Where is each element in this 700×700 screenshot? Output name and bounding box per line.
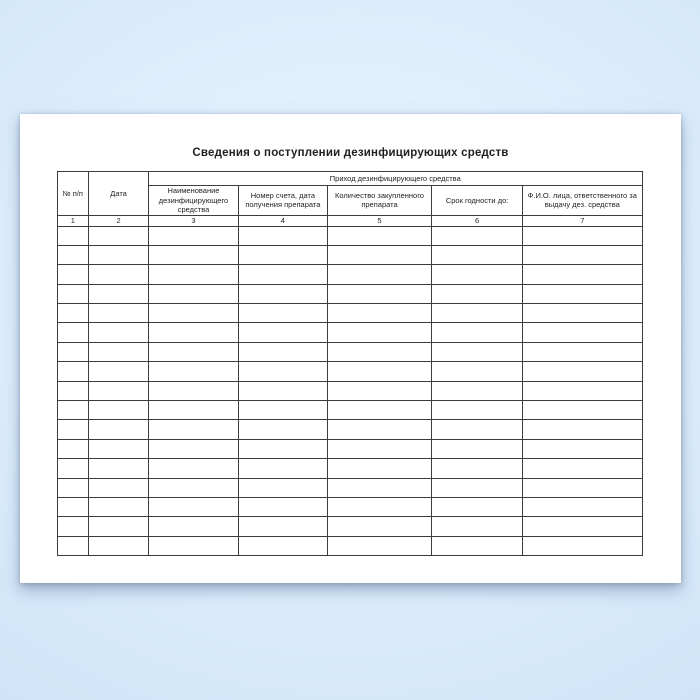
table-cell-empty <box>327 459 431 478</box>
table-row <box>57 536 642 555</box>
table-cell-empty <box>432 245 523 264</box>
table-cell-empty <box>149 401 239 420</box>
table-row <box>57 439 642 458</box>
table-cell-empty <box>149 497 239 516</box>
table-cell-empty <box>327 284 431 303</box>
column-number: 1 <box>57 215 89 226</box>
table-row <box>57 342 642 361</box>
table-cell-empty <box>57 536 89 555</box>
table-cell-empty <box>238 304 327 323</box>
table-cell-empty <box>89 323 149 342</box>
table-cell-empty <box>327 497 431 516</box>
table-cell-empty <box>327 304 431 323</box>
column-header-expiry: Срок годности до: <box>432 186 523 216</box>
table-cell-empty <box>523 401 642 420</box>
table-cell-empty <box>327 342 431 361</box>
column-number: 5 <box>327 215 431 226</box>
column-header-name: Наименование дезинфицирующего средства <box>149 186 239 216</box>
table-cell-empty <box>57 304 89 323</box>
table-cell-empty <box>89 265 149 284</box>
column-group-header: Приход дезинфицирующего средства <box>149 172 642 186</box>
table-cell-empty <box>89 304 149 323</box>
page-title: Сведения о поступлении дезинфицирующих средств <box>192 147 509 159</box>
table-cell-empty <box>89 284 149 303</box>
table-row <box>57 323 642 342</box>
table-cell-empty <box>238 342 327 361</box>
table-cell-empty <box>89 342 149 361</box>
table-cell-empty <box>238 517 327 536</box>
table-row <box>57 517 642 536</box>
table-cell-empty <box>89 401 149 420</box>
table-cell-empty <box>432 226 523 245</box>
table-cell-empty <box>149 362 239 381</box>
table-cell-empty <box>57 497 89 516</box>
table-cell-empty <box>89 381 149 400</box>
table-cell-empty <box>432 265 523 284</box>
table-cell-empty <box>432 381 523 400</box>
table-cell-empty <box>57 323 89 342</box>
table-cell-empty <box>327 401 431 420</box>
table-cell-empty <box>149 420 239 439</box>
table-cell-empty <box>57 362 89 381</box>
table-cell-empty <box>523 265 642 284</box>
table-cell-empty <box>238 381 327 400</box>
table-cell-empty <box>523 245 642 264</box>
table-cell-empty <box>238 245 327 264</box>
column-number: 2 <box>89 215 149 226</box>
table-cell-empty <box>89 536 149 555</box>
table-cell-empty <box>432 478 523 497</box>
table-cell-empty <box>89 439 149 458</box>
table-cell-empty <box>432 517 523 536</box>
table-cell-empty <box>238 439 327 458</box>
table-cell-empty <box>523 517 642 536</box>
table-cell-empty <box>149 226 239 245</box>
table-cell-empty <box>523 226 642 245</box>
document-page <box>20 114 681 583</box>
table-cell-empty <box>149 517 239 536</box>
column-header-invoice: Номер счета, дата получения препарата <box>238 186 327 216</box>
table-cell-empty <box>149 284 239 303</box>
table-header-group-row <box>57 172 642 186</box>
table-cell-empty <box>89 226 149 245</box>
table-cell-empty <box>523 304 642 323</box>
table-cell-empty <box>523 459 642 478</box>
table-cell-empty <box>57 439 89 458</box>
table-cell-empty <box>238 497 327 516</box>
table-cell-empty <box>523 497 642 516</box>
table-cell-empty <box>57 342 89 361</box>
table-cell-empty <box>57 265 89 284</box>
table-cell-empty <box>238 401 327 420</box>
table-row <box>57 245 642 264</box>
table-cell-empty <box>523 342 642 361</box>
table-cell-empty <box>432 420 523 439</box>
table-cell-empty <box>432 497 523 516</box>
table-cell-empty <box>149 478 239 497</box>
table-cell-empty <box>523 381 642 400</box>
table-cell-empty <box>432 342 523 361</box>
table-cell-empty <box>238 284 327 303</box>
table-cell-empty <box>238 459 327 478</box>
column-header-npp: № п/п <box>57 172 89 216</box>
table-cell-empty <box>57 478 89 497</box>
table-cell-empty <box>327 381 431 400</box>
table-cell-empty <box>89 362 149 381</box>
table-cell-empty <box>432 459 523 478</box>
table-cell-empty <box>523 439 642 458</box>
table-cell-empty <box>432 362 523 381</box>
column-header-quantity: Количество закупленного препарата <box>327 186 431 216</box>
table-cell-empty <box>149 381 239 400</box>
column-header-date: Дата <box>89 172 149 216</box>
table-cell-empty <box>238 323 327 342</box>
table-cell-empty <box>432 536 523 555</box>
table-cell-empty <box>327 420 431 439</box>
column-number: 6 <box>432 215 523 226</box>
table-row <box>57 304 642 323</box>
table-cell-empty <box>238 536 327 555</box>
table-cell-empty <box>327 245 431 264</box>
table-cell-empty <box>432 304 523 323</box>
column-header-responsible: Ф.И.О. лица, ответственного за выдачу дез. средства <box>523 186 642 216</box>
table-cell-empty <box>149 245 239 264</box>
table-cell-empty <box>57 245 89 264</box>
table-cell-empty <box>149 439 239 458</box>
table-row <box>57 420 642 439</box>
table-cell-empty <box>149 536 239 555</box>
table-cell-empty <box>327 226 431 245</box>
table-row <box>57 265 642 284</box>
table-cell-empty <box>57 420 89 439</box>
table-cell-empty <box>238 420 327 439</box>
table-row <box>57 362 642 381</box>
table-body-empty-rows <box>57 226 642 556</box>
table-cell-empty <box>238 265 327 284</box>
table-cell-empty <box>327 439 431 458</box>
table-cell-empty <box>149 265 239 284</box>
table-cell-empty <box>57 459 89 478</box>
table-cell-empty <box>238 478 327 497</box>
table-cell-empty <box>57 401 89 420</box>
table-cell-empty <box>89 245 149 264</box>
column-number: 7 <box>523 215 642 226</box>
column-number: 3 <box>149 215 239 226</box>
table-row <box>57 284 642 303</box>
table-cell-empty <box>327 517 431 536</box>
column-number: 4 <box>238 215 327 226</box>
disinfectant-receipt-table <box>57 171 643 556</box>
table-cell-empty <box>149 459 239 478</box>
table-cell-empty <box>89 478 149 497</box>
table-cell-empty <box>523 362 642 381</box>
table-cell-empty <box>57 381 89 400</box>
table-cell-empty <box>89 517 149 536</box>
table-row <box>57 401 642 420</box>
table-cell-empty <box>432 439 523 458</box>
table-row <box>57 381 642 400</box>
table-cell-empty <box>149 323 239 342</box>
table-cell-empty <box>523 284 642 303</box>
table-cell-empty <box>327 265 431 284</box>
table-cell-empty <box>432 284 523 303</box>
table-row <box>57 226 642 245</box>
table-cell-empty <box>238 362 327 381</box>
table-cell-empty <box>327 536 431 555</box>
table-cell-empty <box>523 478 642 497</box>
table-row <box>57 497 642 516</box>
table-cell-empty <box>238 226 327 245</box>
table-cell-empty <box>89 420 149 439</box>
table-cell-empty <box>523 536 642 555</box>
table-cell-empty <box>432 401 523 420</box>
table-cell-empty <box>57 517 89 536</box>
table-cell-empty <box>432 323 523 342</box>
table-row <box>57 478 642 497</box>
table-cell-empty <box>327 323 431 342</box>
table-cell-empty <box>89 497 149 516</box>
table-cell-empty <box>523 323 642 342</box>
table-cell-empty <box>149 304 239 323</box>
table-cell-empty <box>149 342 239 361</box>
column-number-row <box>57 215 642 226</box>
table-row <box>57 459 642 478</box>
table-cell-empty <box>327 362 431 381</box>
table-cell-empty <box>57 226 89 245</box>
table-cell-empty <box>327 478 431 497</box>
table-cell-empty <box>523 420 642 439</box>
table-cell-empty <box>89 459 149 478</box>
table-cell-empty <box>57 284 89 303</box>
